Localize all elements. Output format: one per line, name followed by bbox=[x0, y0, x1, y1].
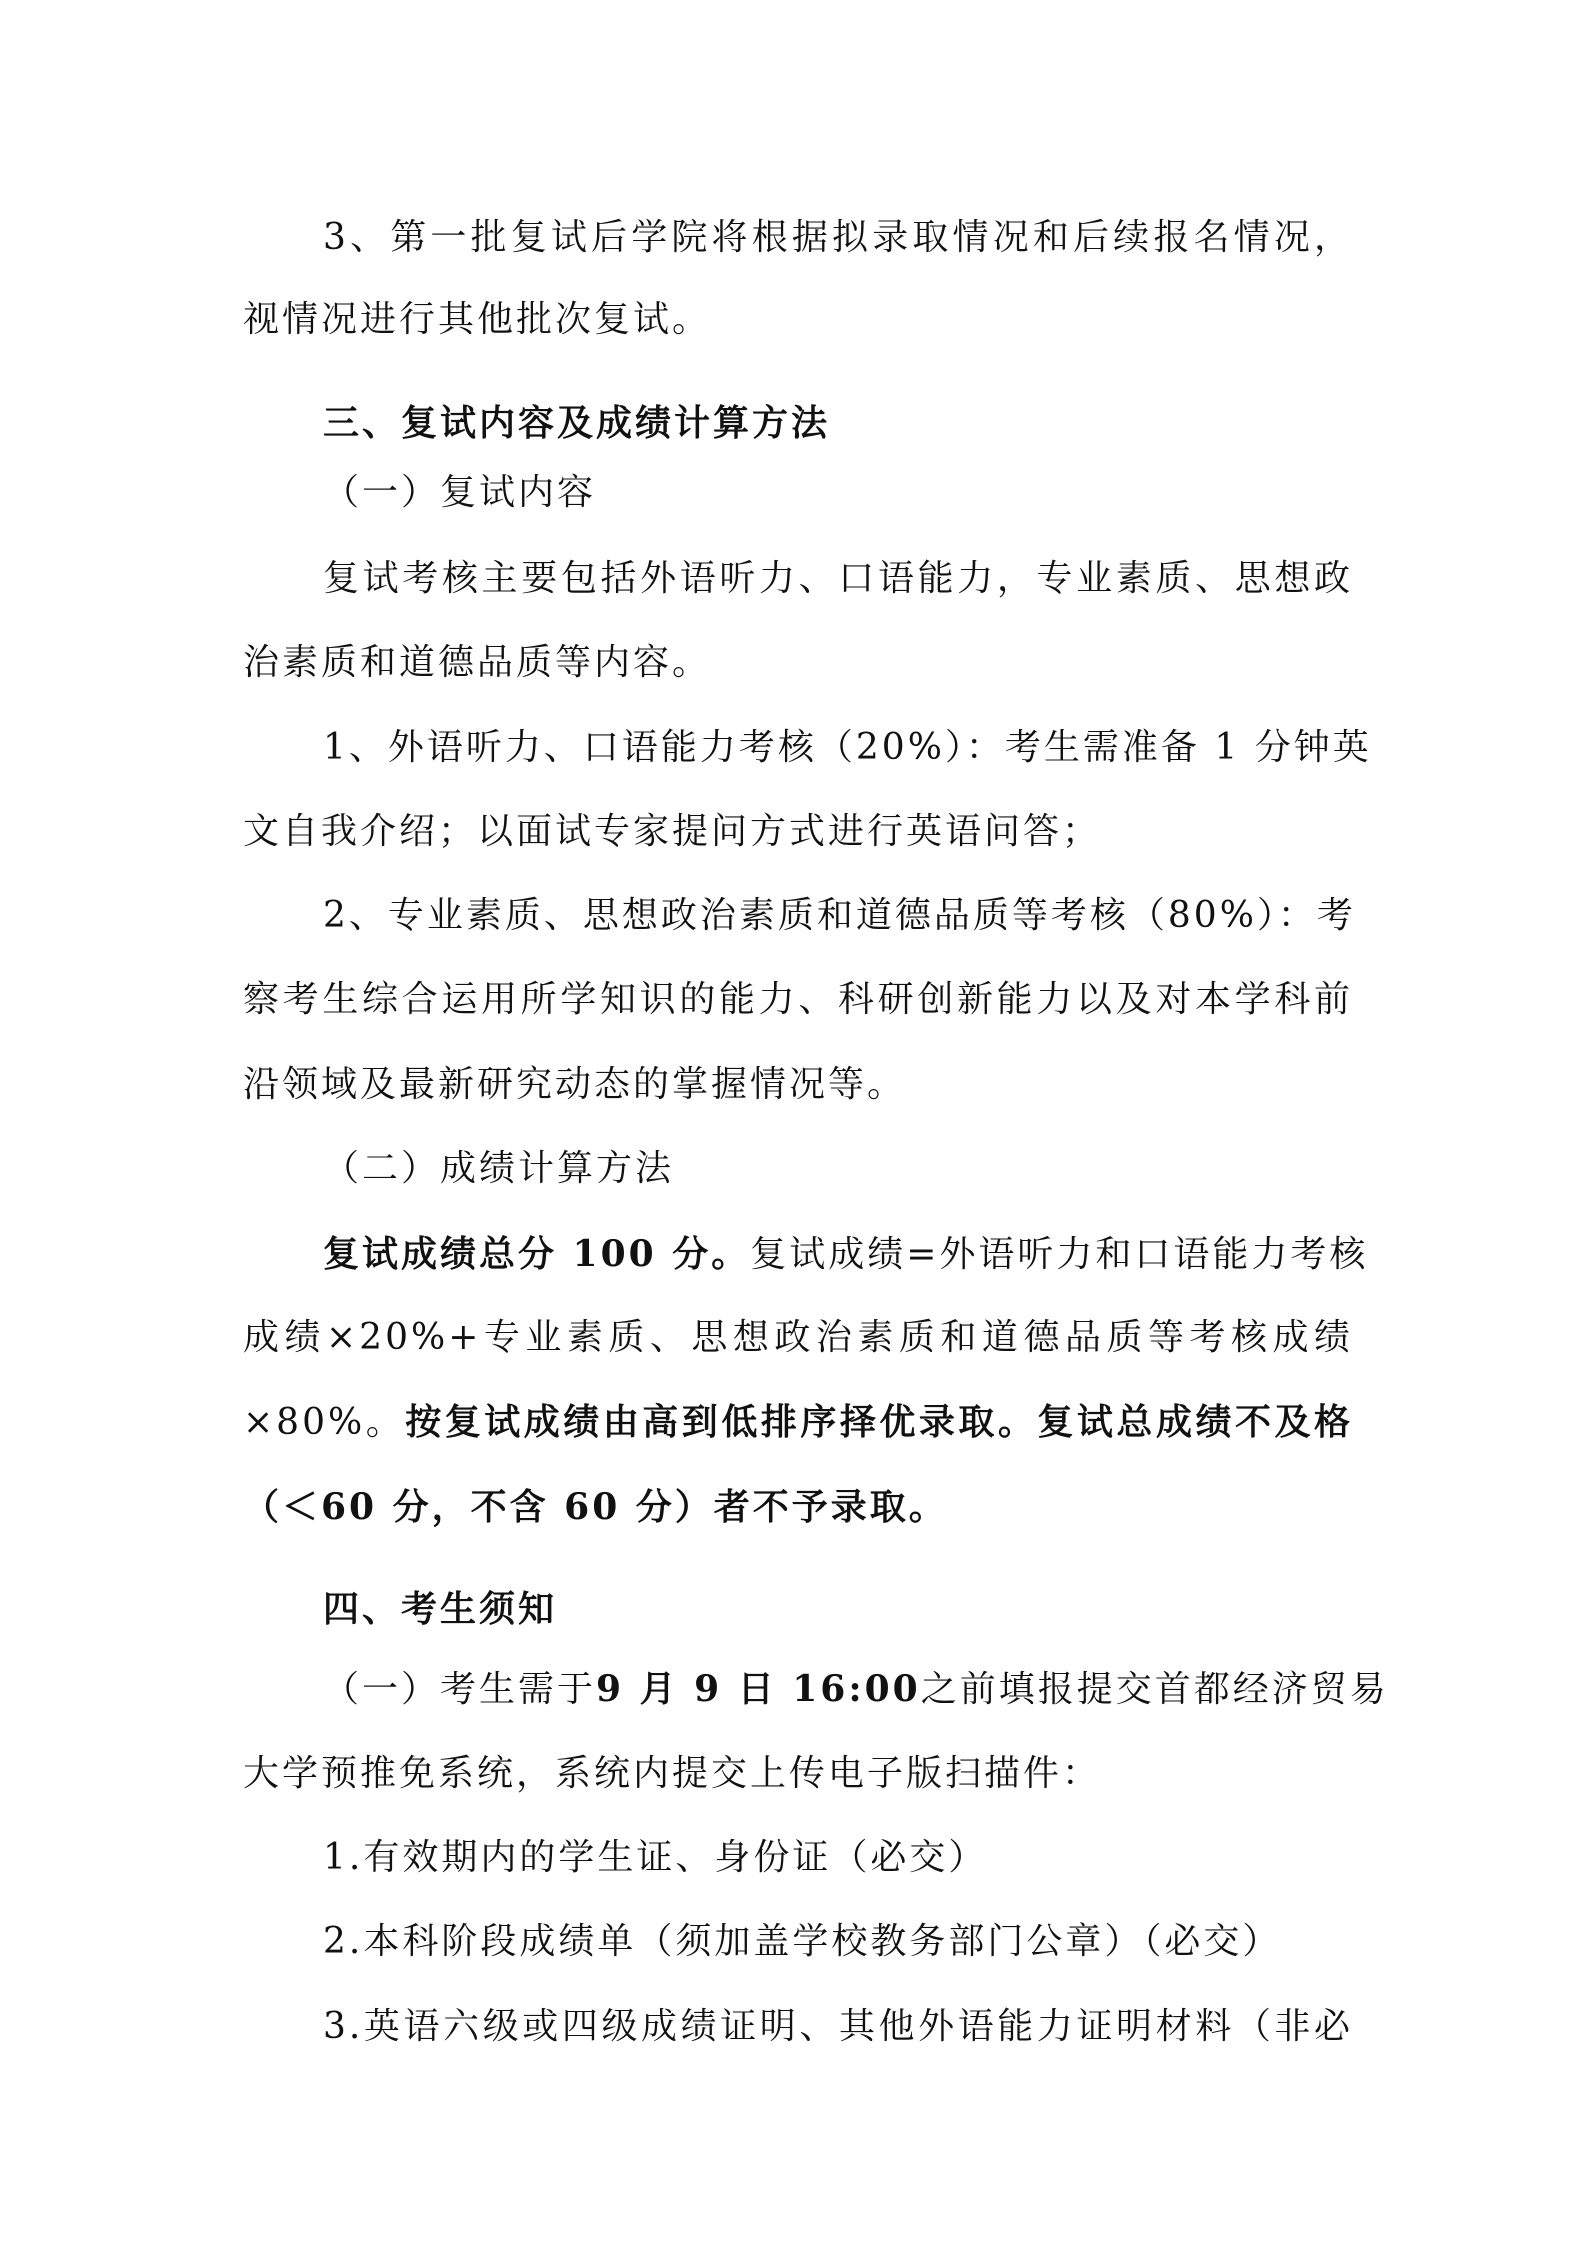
paragraph-notice-1: （一）考生需于9 月 9 日 16:00之前填报提交首都经济贸易 bbox=[323, 1668, 1389, 1710]
paragraph-item-2-cont-a: 察考生综合运用所学知识的能力、科研创新能力以及对本学科前 bbox=[243, 979, 1353, 1020]
paragraph-score-cont-b: ×80%。按复试成绩由高到低排序择优录取。复试总成绩不及格 bbox=[243, 1401, 1353, 1443]
paragraph-score: 复试成绩总分 100 分。复试成绩=外语听力和口语能力考核 bbox=[323, 1233, 1369, 1275]
paragraph-intro-cont: 治素质和道德品质等内容。 bbox=[243, 642, 712, 683]
subheading-2: （二）成绩计算方法 bbox=[323, 1148, 675, 1189]
subheading-1: （一）复试内容 bbox=[323, 472, 597, 513]
list-item-2: 2.本科阶段成绩单（须加盖学校教务部门公章）（必交） bbox=[323, 1921, 1282, 1962]
list-item-1: 1.有效期内的学生证、身份证（必交） bbox=[323, 1837, 988, 1878]
paragraph-intro: 复试考核主要包括外语听力、口语能力，专业素质、思想政 bbox=[323, 558, 1353, 599]
paragraph-score-cont-c: （＜60 分，不含 60 分）者不予录取。 bbox=[243, 1486, 948, 1528]
paragraph-item-3-cont: 视情况进行其他批次复试。 bbox=[243, 299, 712, 340]
list-item-3: 3.英语六级或四级成绩证明、其他外语能力证明材料（非必 bbox=[323, 2006, 1353, 2047]
paragraph-item-3: 3、第一批复试后学院将根据拟录取情况和后续报名情况， bbox=[323, 217, 1353, 258]
section-heading-3: 三、复试内容及成绩计算方法 bbox=[323, 402, 831, 444]
paragraph-item-1-cont: 文自我介绍；以面试专家提问方式进行英语问答； bbox=[243, 811, 1102, 852]
section-heading-4: 四、考生须知 bbox=[323, 1588, 558, 1630]
paragraph-item-1: 1、外语听力、口语能力考核（20%）：考生需准备 1 分钟英 bbox=[323, 727, 1372, 768]
paragraph-item-2: 2、专业素质、思想政治素质和道德品质等考核（80%）：考 bbox=[323, 895, 1356, 936]
paragraph-item-2-cont-b: 沿领域及最新研究动态的掌握情况等。 bbox=[243, 1064, 907, 1105]
paragraph-score-cont-a: 成绩×20%+专业素质、思想政治素质和道德品质等考核成绩 bbox=[243, 1317, 1353, 1358]
paragraph-notice-1-cont: 大学预推免系统，系统内提交上传电子版扫描件： bbox=[243, 1753, 1102, 1794]
